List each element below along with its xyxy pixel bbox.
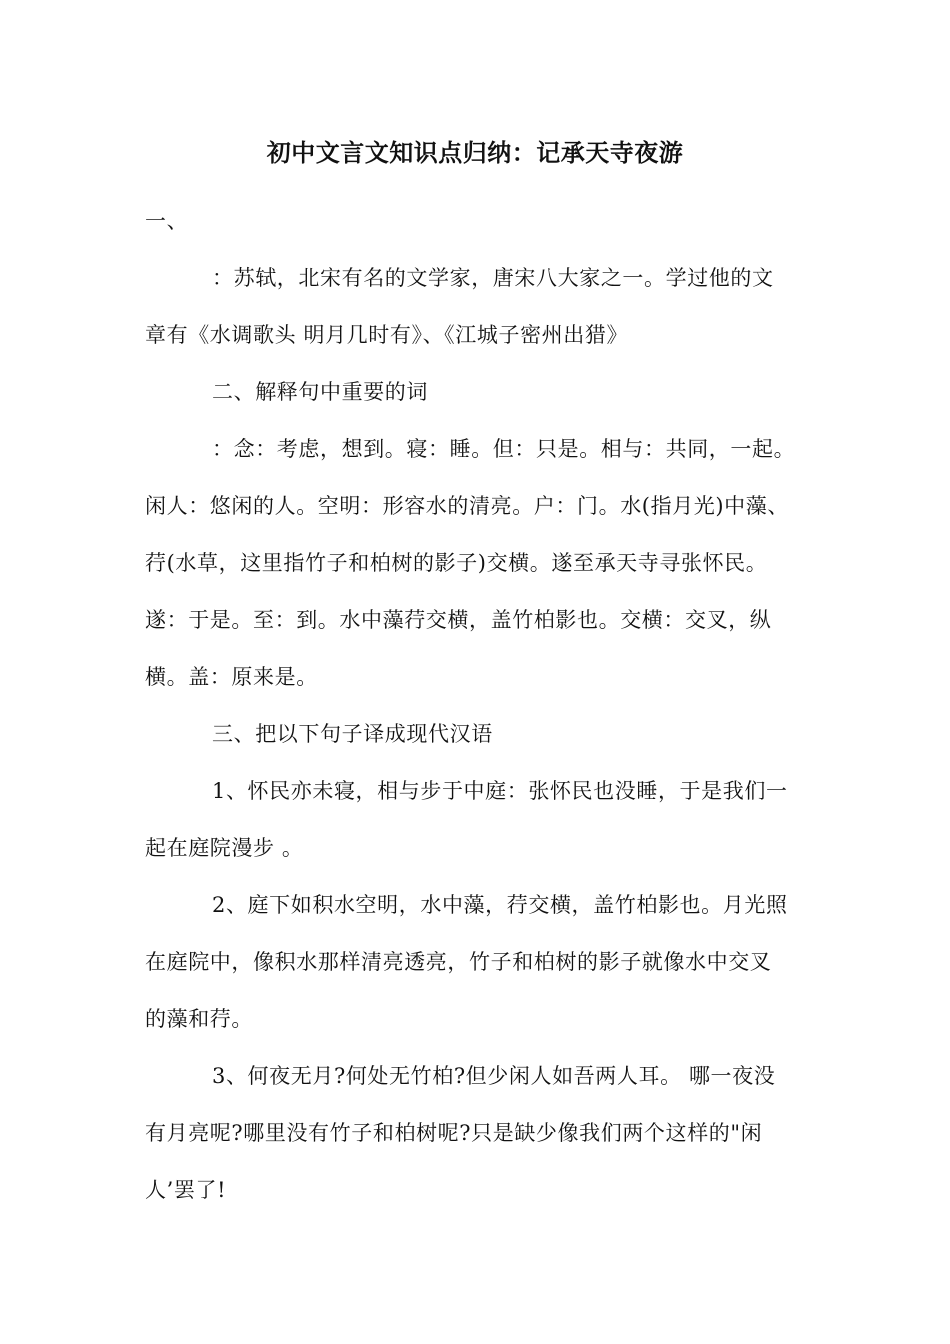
paragraph-line: 的藻和荇。 — [145, 1007, 253, 1031]
paragraph-line: 横。盖：原来是。 — [145, 665, 318, 689]
paragraph-line: ：念：考虑，想到。寝：睡。但：只是。相与：共同，一起。 — [212, 437, 796, 461]
section-heading-3: 三、把以下句子译成现代汉语 — [212, 722, 493, 746]
paragraph-line: 在庭院中，像积水那样清亮透亮，竹子和柏树的影子就像水中交叉 — [145, 950, 772, 974]
document-title: 初中文言文知识点归纳：记承天寺夜游 — [266, 138, 684, 167]
paragraph-line: 1、怀民亦未寝，相与步于中庭：张怀民也没睡，于是我们一 — [212, 779, 788, 803]
paragraph-line: 荇(水草，这里指竹子和柏树的影子)交横。遂至承天寺寻张怀民。 — [145, 551, 768, 575]
paragraph-line: 章有《水调歌头 明月几时有》、《江城子密州出猎》 — [145, 323, 629, 347]
paragraph-line: 3、何夜无月?何处无竹柏?但少闲人如吾两人耳。 哪一夜没 — [212, 1064, 776, 1088]
paragraph-line: ：苏轼，北宋有名的文学家，唐宋八大家之一。学过他的文 — [212, 266, 774, 290]
paragraph-line: 闲人：悠闲的人。空明：形容水的清亮。户：门。水(指月光)中藻、 — [145, 494, 789, 518]
paragraph-line: 人’罢了! — [145, 1178, 227, 1202]
paragraph-line: 起在庭院漫步 。 — [145, 836, 304, 860]
section-heading-1: 一、 — [145, 209, 189, 233]
section-heading-2: 二、解释句中重要的词 — [212, 380, 428, 404]
paragraph-line: 遂：于是。至：到。水中藻荇交横，盖竹柏影也。交横：交叉，纵 — [145, 608, 772, 632]
paragraph-line: 2、庭下如积水空明，水中藻，荇交横，盖竹柏影也。月光照 — [212, 893, 788, 917]
paragraph-line: 有月亮呢?哪里没有竹子和柏树呢?只是缺少像我们两个这样的"闲 — [145, 1121, 763, 1145]
